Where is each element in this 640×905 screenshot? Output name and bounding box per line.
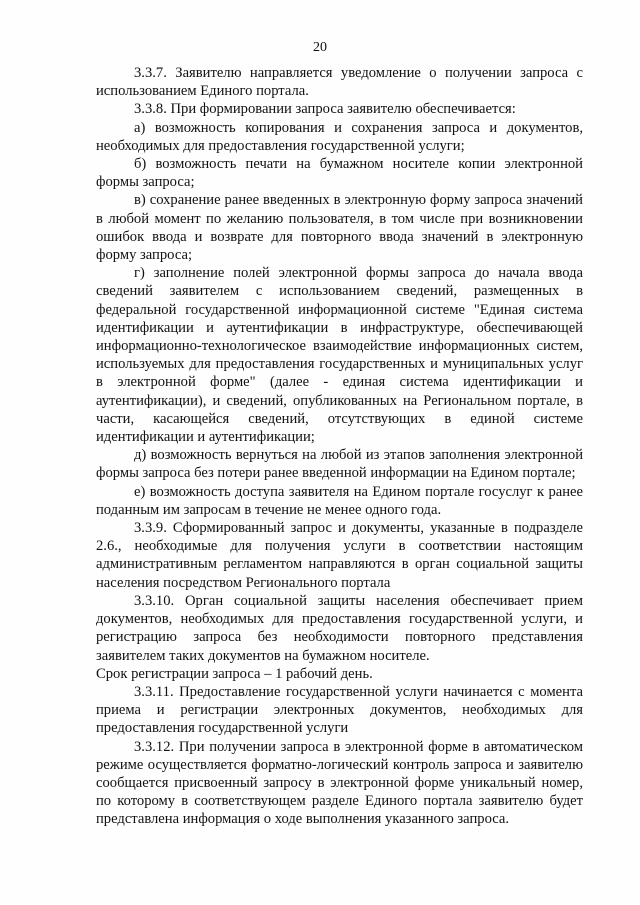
paragraph-3-3-11: 3.3.11. Предоставление государственной услуги начинается с момента приема и регистрации электронных документов, необходимых для предоставления государственной услуги [96, 683, 583, 737]
registration-term: Срок регистрации запроса – 1 рабочий день. [96, 665, 373, 682]
paragraph-3-3-10: 3.3.10. Орган социальной защиты населения обеспечивает прием документов, необходимых для предоставления государственной услуги, и регистрацию запроса без необходимости повторного представления заявителем таких документов на бумажном носителе. [96, 592, 583, 664]
page-number: 20 [313, 40, 327, 55]
list-item-e: е) возможность доступа заявителя на Едином портале госуслуг к ранее поданным им запросам в течение не менее одного года. [96, 483, 583, 518]
paragraph-3-3-8: 3.3.8. При формировании запроса заявителю обеспечивается: [134, 101, 516, 118]
paragraph-3-3-7: 3.3.7. Заявителю направляется уведомление о получении запроса с использованием Единого портала. [96, 65, 583, 100]
list-item-a: а) возможность копирования и сохранения запроса и документов, необходимых для предоставления государственной услуги; [96, 119, 583, 154]
document-body [96, 64, 583, 829]
list-item-g: г) заполнение полей электронной формы запроса до начала ввода сведений заявителем с использованием сведений, размещенных в федеральной государственной информационной системе "Единая система идентификации и аутентификации в инфраструктуре, обеспечивающей информационно-технологическое взаимодействие информационных систем, используемых для предоставления государственных и муниципальных услуг в электронной форме" (далее - единая система идентификации и аутентификации), и сведений, опубликованных на Региональном портале, в части, касающейся сведений, отсутствующих в единой системе идентификации и аутентификации; [96, 265, 583, 446]
paragraph-3-3-9: 3.3.9. Сформированный запрос и документы, указанные в подразделе 2.6., необходимые для получения услуги в соответствии настоящим административным регламентом направляются в орган социальной защиты населения посредством Регионального портала [96, 520, 583, 591]
list-item-b: б) возможность печати на бумажном носителе копии электронной формы запроса; [96, 156, 583, 191]
list-item-v: в) сохранение ранее введенных в электронную форму запроса значений в любой момент по желанию пользователя, в том числе при возникновении ошибок ввода и возврате для повторного ввода значений в электронную форму запроса; [96, 192, 583, 264]
list-item-d: д) возможность вернуться на любой из этапов заполнения электронной формы запроса без потери ранее введенной информации на Едином портале; [96, 447, 583, 482]
paragraph-3-3-12: 3.3.12. При получении запроса в электронной форме в автоматическом режиме осуществляется форматно-логический контроль запроса и заявителю сообщается присвоенный запросу в электронной форме уникальный номер, по которому в соответствующем разделе Единого портала заявителю будет представлена информация о ходе выполнения указанного запроса. [96, 738, 583, 828]
